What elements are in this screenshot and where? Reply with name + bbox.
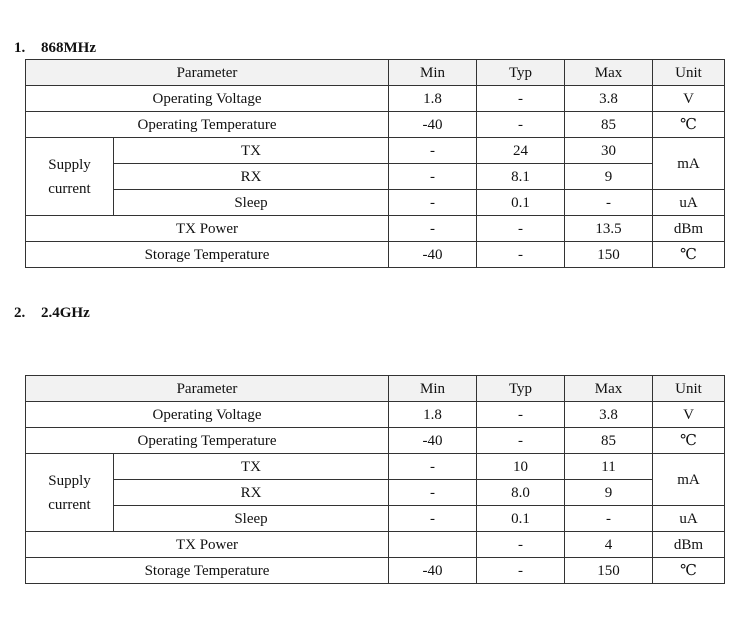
table-row [26, 190, 725, 216]
param-label: TX Power [26, 532, 389, 558]
param-label: RX [114, 480, 389, 506]
param-label: Sleep [114, 190, 389, 216]
table-row [26, 242, 725, 268]
section-number: 2. [14, 305, 26, 321]
header-min: Min [389, 60, 477, 86]
max-value: 150 [565, 242, 653, 268]
max-value: 9 [565, 480, 653, 506]
header-max: Max [565, 60, 653, 86]
header-parameter: Parameter [26, 376, 389, 402]
max-value: - [565, 190, 653, 216]
max-value: - [565, 506, 653, 532]
header-parameter: Parameter [26, 60, 389, 86]
unit-value: ℃ [653, 558, 725, 584]
unit-value: dBm [653, 216, 725, 242]
unit-value: V [653, 402, 725, 428]
typ-value: 24 [477, 138, 565, 164]
header-min: Min [389, 376, 477, 402]
supply-label-line2: current [48, 180, 91, 197]
unit-value: ℃ [653, 112, 725, 138]
typ-value: - [477, 86, 565, 112]
typ-value: - [477, 428, 565, 454]
table-row [26, 402, 725, 428]
param-label: Storage Temperature [26, 242, 389, 268]
table-row [26, 558, 725, 584]
typ-value: - [477, 558, 565, 584]
typ-value: - [477, 242, 565, 268]
param-label: Operating Temperature [26, 112, 389, 138]
table-row [26, 216, 725, 242]
min-value: - [389, 480, 477, 506]
header-typ: Typ [477, 376, 565, 402]
max-value: 13.5 [565, 216, 653, 242]
param-label: Sleep [114, 506, 389, 532]
min-value: - [389, 138, 477, 164]
min-value: - [389, 216, 477, 242]
min-value: -40 [389, 242, 477, 268]
typ-value: 8.0 [477, 480, 565, 506]
supply-label-line2: current [48, 496, 91, 513]
min-value: -40 [389, 428, 477, 454]
unit-value: uA [653, 190, 725, 216]
max-value: 85 [565, 428, 653, 454]
unit-value: ℃ [653, 242, 725, 268]
typ-value: 0.1 [477, 506, 565, 532]
min-value: 1.8 [389, 402, 477, 428]
typ-value: - [477, 112, 565, 138]
param-label: Operating Voltage [26, 402, 389, 428]
section-title: 868MHz [41, 40, 96, 56]
table-row [26, 532, 725, 558]
param-label: Operating Voltage [26, 86, 389, 112]
table-row [26, 164, 725, 190]
unit-value: dBm [653, 532, 725, 558]
min-value: - [389, 506, 477, 532]
unit-value: mA [653, 454, 725, 506]
typ-value: - [477, 532, 565, 558]
section-1-heading [14, 40, 96, 57]
max-value: 3.8 [565, 402, 653, 428]
section-2-heading [14, 305, 90, 322]
param-label: RX [114, 164, 389, 190]
typ-value: - [477, 402, 565, 428]
typ-value: 8.1 [477, 164, 565, 190]
table-row [26, 138, 725, 164]
min-value: -40 [389, 558, 477, 584]
table-row [26, 480, 725, 506]
min-value [389, 532, 477, 558]
param-label: TX [114, 454, 389, 480]
max-value: 3.8 [565, 86, 653, 112]
unit-value: ℃ [653, 428, 725, 454]
table-row [26, 454, 725, 480]
table-row [26, 86, 725, 112]
min-value: - [389, 190, 477, 216]
max-value: 150 [565, 558, 653, 584]
param-label: TX [114, 138, 389, 164]
section-number: 1. [14, 40, 26, 56]
max-value: 85 [565, 112, 653, 138]
header-typ: Typ [477, 60, 565, 86]
supply-label-line1: Supply [48, 472, 91, 489]
supply-label-line1: Supply [48, 156, 91, 173]
min-value: 1.8 [389, 86, 477, 112]
max-value: 30 [565, 138, 653, 164]
typ-value: 10 [477, 454, 565, 480]
max-value: 4 [565, 532, 653, 558]
table-row [26, 506, 725, 532]
min-value: -40 [389, 112, 477, 138]
supply-current-label [26, 138, 114, 216]
param-label: Storage Temperature [26, 558, 389, 584]
spec-table-868mhz [25, 59, 724, 268]
spec-table-2-4ghz [25, 375, 724, 584]
header-unit: Unit [653, 376, 725, 402]
header-unit: Unit [653, 60, 725, 86]
typ-value: - [477, 216, 565, 242]
unit-value: V [653, 86, 725, 112]
max-value: 11 [565, 454, 653, 480]
supply-current-label [26, 454, 114, 532]
section-title: 2.4GHz [41, 305, 90, 321]
unit-value: mA [653, 138, 725, 190]
min-value: - [389, 454, 477, 480]
min-value: - [389, 164, 477, 190]
max-value: 9 [565, 164, 653, 190]
table-header-row [26, 376, 725, 402]
typ-value: 0.1 [477, 190, 565, 216]
table-header-row [26, 60, 725, 86]
param-label: TX Power [26, 216, 389, 242]
param-label: Operating Temperature [26, 428, 389, 454]
table-row [26, 428, 725, 454]
table-row [26, 112, 725, 138]
header-max: Max [565, 376, 653, 402]
unit-value: uA [653, 506, 725, 532]
